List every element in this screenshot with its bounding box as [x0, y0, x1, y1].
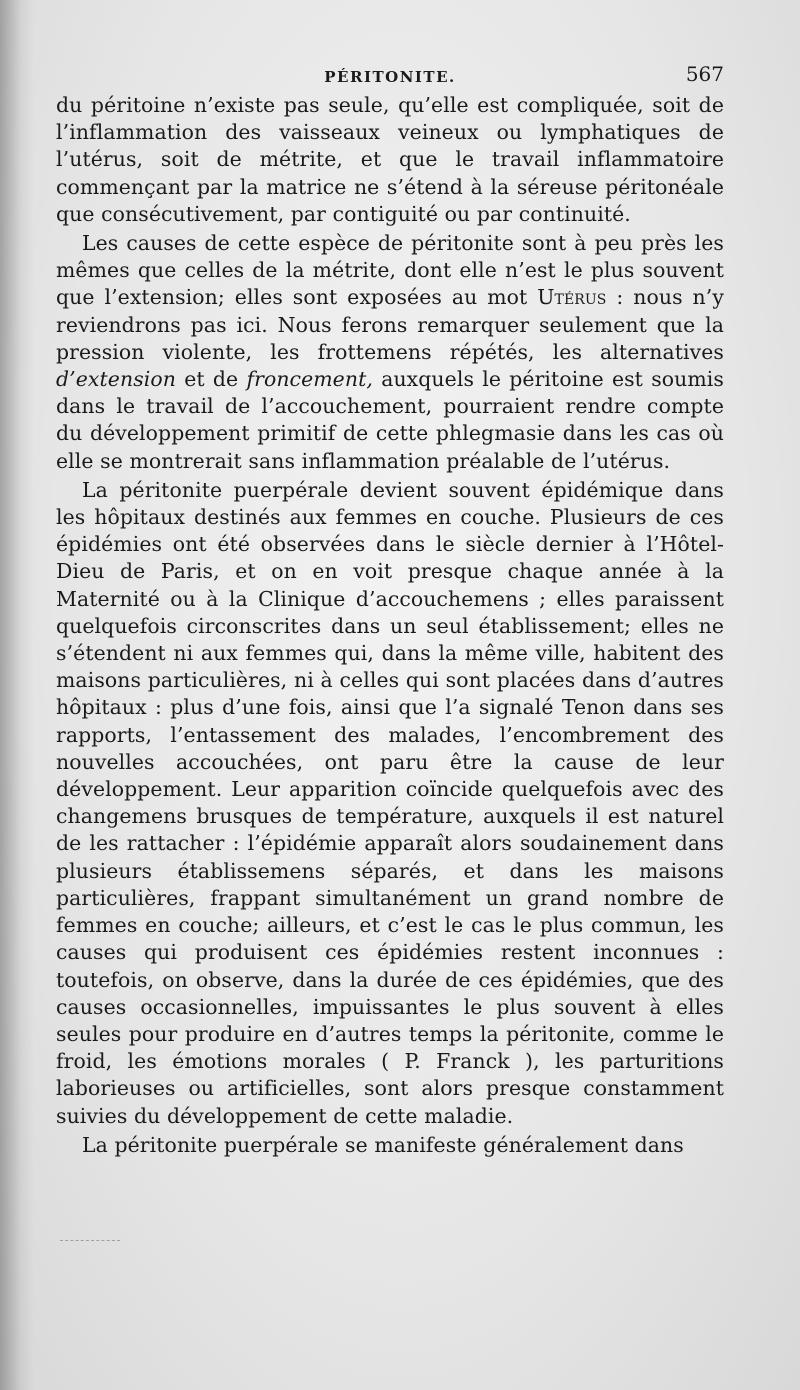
italic-term-extension: d’extension: [56, 367, 176, 392]
running-head: [56, 58, 724, 92]
paragraph-1: [56, 92, 724, 228]
paragraph-2: [56, 230, 724, 475]
book-page: [56, 58, 724, 1159]
paragraph-2-text-a: Les causes de cette espèce de péritonite sont à peu près les mêmes que celles de la métrite, dont elle n’est le plus souvent que l’extension; elles sont exposées au mot: [56, 231, 724, 310]
cross-reference-uterus: Utérus: [537, 285, 607, 310]
paragraph-2-text-g: auxquels le péritoine est soumis dans le travail de l’accouchement, pourraient rendre compte du développement primitif de cette phlegmasie dans les cas où elle se montrerait sans inflammation préalable de l’utérus.: [56, 367, 724, 473]
body-text: [56, 92, 724, 1159]
paragraph-1-text: du péritoine n’existe pas seule, qu’elle est compliquée, soit de l’inflammation des vaisseaux veineux ou lymphatiques de l’utérus, soit de métrite, et que le travail inflammatoire commençant par la matrice ne s’étend à la séreuse péritonéale que consécutivement, par contiguité ou par continuité.: [56, 93, 724, 226]
stray-ink-mark: [60, 1236, 120, 1241]
running-title: PÉRITONITE.: [324, 68, 456, 86]
paragraph-3-text: La péritonite puerpérale devient souvent épidémique dans les hôpitaux destinés aux femmes en couche. Plusieurs de ces épidémies ont été observées dans le siècle dernier à l’Hôtel-Dieu de Paris, et on en voit presque chaque année à la Maternité ou à la Clinique d’accouchemens ; elles paraissent quelquefois circonscrites dans un seul établissement; elles ne s’étendent ni aux femmes qui, dans la même ville, habitent des maisons particulières, ni à celles qui sont placées dans d’autres hôpitaux : plus d’une fois, ainsi que l’a signalé Tenon dans ses rapports, l’entassement des malades, l’encombrement des nouvelles accouchées, ont paru être la cause de leur développement. Leur apparition coïncide quelquefois avec des changemens brusques de température, auxquels il est naturel de les rattacher : l’épidémie apparaît alors soudainement dans plusieurs établissemens séparés, et dans les maisons particulières, frappant simultanément un grand nombre de femmes en couche; ailleurs, et c’est le cas le plus commun, les causes qui produisent ces épidémies restent inconnues : toutefois, on observe, dans la durée de ces épidémies, que des causes occasionnelles, impuissantes le plus souvent à elles seules pour produire en d’autres temps la péritonite, comme le froid, les émotions morales ( P. Franck ), les parturitions laborieuses ou artificielles, sont alors presque constamment suivies du développement de cette maladie.: [56, 477, 724, 1128]
page-number: 567: [685, 62, 724, 86]
paragraph-4-text: La péritonite puerpérale se manifeste généralement dans: [82, 1132, 684, 1157]
paragraph-2-text-e: et de: [176, 367, 247, 392]
paragraph-3: [56, 477, 724, 1130]
book-spine-shadow: [0, 0, 34, 1390]
paragraph-4: [56, 1132, 724, 1159]
paragraph-2-text-c: : nous n’y reviendrons pas ici. Nous ferons remarquer seulement que la pression violente, les frottemens répétés, les alternatives: [56, 285, 724, 364]
italic-term-froncement: froncement,: [246, 367, 373, 392]
